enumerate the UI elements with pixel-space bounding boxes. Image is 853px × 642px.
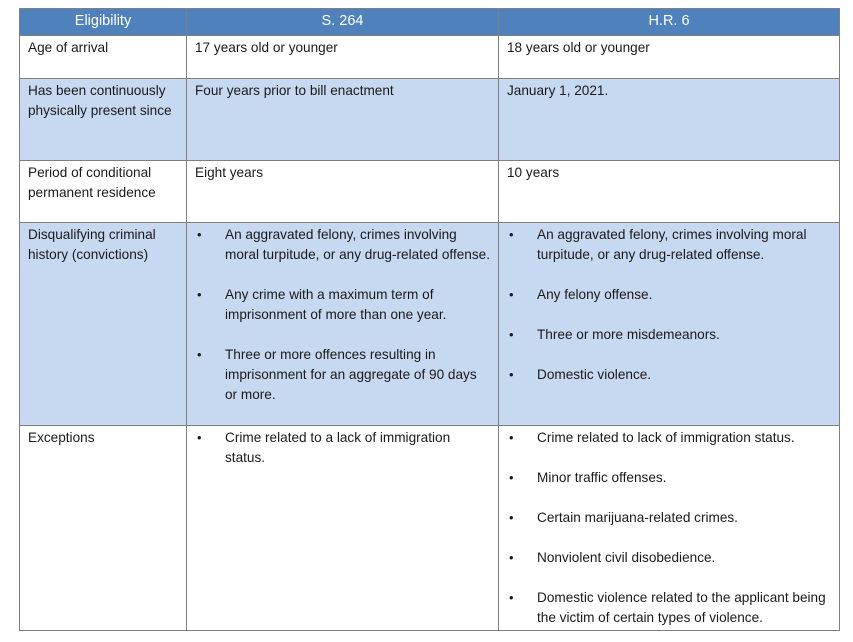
table-row-physical-presence — [20, 79, 840, 161]
list-item: • Crime related to a lack of immigration status. — [195, 428, 492, 468]
list-item: • Domestic violence related to the applicant being the victim of certain types of violence. — [507, 588, 833, 628]
header-hr6: H.R. 6 — [499, 9, 840, 36]
row-label: Exceptions — [20, 426, 187, 631]
table-row-criminal-history — [20, 223, 840, 426]
list-item: • Three or more offences resulting in imprisonment for an aggregate of 90 days or more. — [195, 345, 492, 405]
table-row-age-of-arrival — [20, 36, 840, 79]
row-label: Has been continuously physically present since — [20, 79, 187, 161]
list-item: • An aggravated felony, crimes involving moral turpitude, or any drug-related offense. — [195, 225, 492, 265]
comparison-table-wrapper — [19, 8, 839, 631]
hr6-cell — [499, 223, 840, 426]
list-item: • Crime related to lack of immigration status. — [507, 428, 833, 448]
list-item: • Any felony offense. — [507, 285, 833, 305]
hr6-cell: 10 years — [499, 161, 840, 223]
s264-cell — [187, 223, 499, 426]
hr6-criminal-list — [507, 225, 833, 385]
eligibility-comparison-table — [19, 8, 840, 631]
list-item: • Any crime with a maximum term of imprisonment of more than one year. — [195, 285, 492, 325]
header-eligibility: Eligibility — [20, 9, 187, 36]
list-item: • Minor traffic offenses. — [507, 468, 833, 488]
list-item: • Three or more misdemeanors. — [507, 325, 833, 345]
table-row-exceptions — [20, 426, 840, 631]
list-item: • An aggravated felony, crimes involving moral turpitude, or any drug-related offense. — [507, 225, 833, 265]
table-row-conditional-residence — [20, 161, 840, 223]
s264-cell: Four years prior to bill enactment — [187, 79, 499, 161]
header-s264: S. 264 — [187, 9, 499, 36]
s264-cell: Eight years — [187, 161, 499, 223]
list-item: • Nonviolent civil disobedience. — [507, 548, 833, 568]
row-label: Disqualifying criminal history (convictions) — [20, 223, 187, 426]
s264-cell — [187, 426, 499, 631]
table-header-row — [20, 9, 840, 36]
list-item: • Certain marijuana-related crimes. — [507, 508, 833, 528]
list-item: • Domestic violence. — [507, 365, 833, 385]
row-label: Age of arrival — [20, 36, 187, 79]
row-label: Period of conditional permanent residence — [20, 161, 187, 223]
hr6-cell: January 1, 2021. — [499, 79, 840, 161]
hr6-cell: 18 years old or younger — [499, 36, 840, 79]
s264-criminal-list — [195, 225, 492, 405]
hr6-cell — [499, 426, 840, 631]
s264-exceptions-list — [195, 428, 492, 468]
s264-cell: 17 years old or younger — [187, 36, 499, 79]
hr6-exceptions-list — [507, 428, 833, 628]
